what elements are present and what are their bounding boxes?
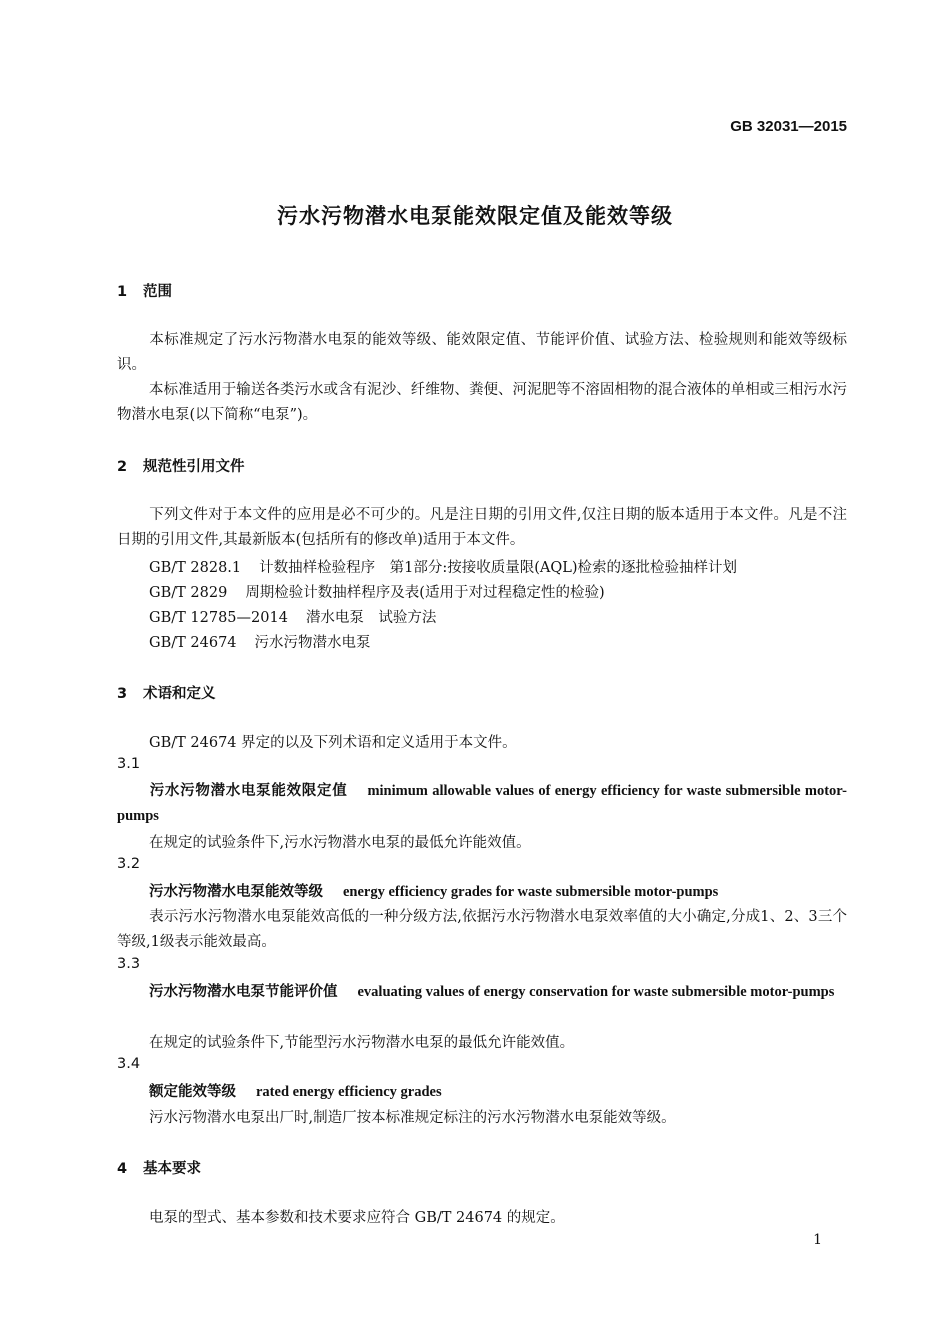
reference-code: GB/T 2828.1 — [149, 560, 242, 576]
term-chinese: 污水污物潜水电泵能效等级 — [149, 884, 323, 900]
term-heading — [117, 980, 847, 1005]
reference-item — [149, 556, 737, 577]
term-definition: 污水污物潜水电泵出厂时,制造厂按本标准规定标注的污水污物潜水电泵能效等级。 — [149, 1110, 676, 1126]
reference-title: 污水污物潜水电泵 — [254, 635, 371, 651]
term-number: 3.4 — [117, 1056, 141, 1072]
reference-code: GB/T 12785—2014 — [149, 610, 288, 626]
term-definition: 在规定的试验条件下,节能型污水污物潜水电泵的最低允许能效值。 — [149, 1035, 575, 1051]
document-title: 污水污物潜水电泵能效限定值及能效等级 — [277, 204, 673, 228]
section-1-paragraph-2 — [117, 378, 847, 428]
page-number: 1 — [813, 1232, 822, 1248]
reference-item — [149, 606, 436, 627]
paragraph-text: 下列文件对于本文件的应用是必不可少的。凡是注日期的引用文件,仅注日期的版本适用于本文件。凡是不注日期的引用文件,其最新版本(包括所有的修改单)适用于本文件。 — [117, 507, 847, 548]
term-definition — [117, 905, 847, 955]
section-title: 基本要求 — [143, 1161, 201, 1177]
paragraph-text: 本标准规定了污水污物潜水电泵的能效等级、能效限定值、节能评价值、试验方法、检验规则和能效等级标识。 — [117, 332, 847, 373]
paragraph-text: 本标准适用于输送各类污水或含有泥沙、纤维物、粪便、河泥肥等不溶固相物的混合液体的单相或三相污水污物潜水电泵(以下简称“电泵”)。 — [117, 382, 847, 423]
section-2-intro — [117, 503, 847, 553]
reference-title: 周期检验计数抽样程序及表(适用于对过程稳定性的检验) — [245, 585, 605, 601]
section-title: 术语和定义 — [143, 686, 216, 702]
term-heading — [117, 779, 847, 829]
term-chinese: 额定能效等级 — [149, 1084, 236, 1100]
term-heading — [117, 880, 847, 905]
term-number: 3.1 — [117, 756, 141, 772]
term-english: evaluating values of energy conservation for waste submersible motor-pumps — [357, 984, 835, 1000]
reference-code: GB/T 24674 — [149, 635, 237, 651]
term-definition: 在规定的试验条件下,污水污物潜水电泵的最低允许能效值。 — [149, 835, 531, 851]
term-chinese: 污水污物潜水电泵能效限定值 — [149, 783, 348, 799]
section-3-heading — [117, 682, 216, 703]
reference-title: 计数抽样检验程序 第1部分:按接收质量限(AQL)检索的逐批检验抽样计划 — [259, 560, 738, 576]
section-title: 规范性引用文件 — [143, 459, 245, 475]
section-title: 范围 — [143, 284, 172, 300]
standard-number: GB 32031—2015 — [730, 118, 847, 135]
section-2-heading — [117, 455, 245, 476]
term-english: minimum allowable values of energy efficiency for waste submersible motor-pumps — [117, 783, 848, 824]
section-3-intro: GB/T 24674 界定的以及下列术语和定义适用于本文件。 — [149, 735, 517, 751]
paragraph-text: 表示污水污物潜水电泵能效高低的一种分级方法,依据污水污物潜水电泵效率值的大小确定,分成1、2、3三个等级,1级表示能效最高。 — [117, 909, 847, 950]
section-4-heading — [117, 1157, 201, 1178]
section-number: 1 — [117, 284, 128, 300]
term-number: 3.3 — [117, 956, 141, 972]
term-chinese: 污水污物潜水电泵节能评价值 — [149, 984, 338, 1000]
term-number: 3.2 — [117, 856, 141, 872]
term-english: rated energy efficiency grades — [256, 1084, 442, 1100]
section-1-heading — [117, 280, 172, 301]
section-number: 2 — [117, 459, 128, 475]
term-heading — [117, 1080, 847, 1105]
section-number: 4 — [117, 1161, 128, 1177]
section-1-paragraph-1 — [117, 328, 847, 378]
reference-item — [149, 581, 605, 602]
term-english: energy efficiency grades for waste submersible motor-pumps — [343, 884, 719, 900]
section-number: 3 — [117, 686, 128, 702]
section-4-paragraph-1: 电泵的型式、基本参数和技术要求应符合 GB/T 24674 的规定。 — [149, 1210, 565, 1226]
reference-code: GB/T 2829 — [149, 585, 228, 601]
reference-title: 潜水电泵 试验方法 — [305, 610, 437, 626]
reference-item — [149, 631, 371, 652]
